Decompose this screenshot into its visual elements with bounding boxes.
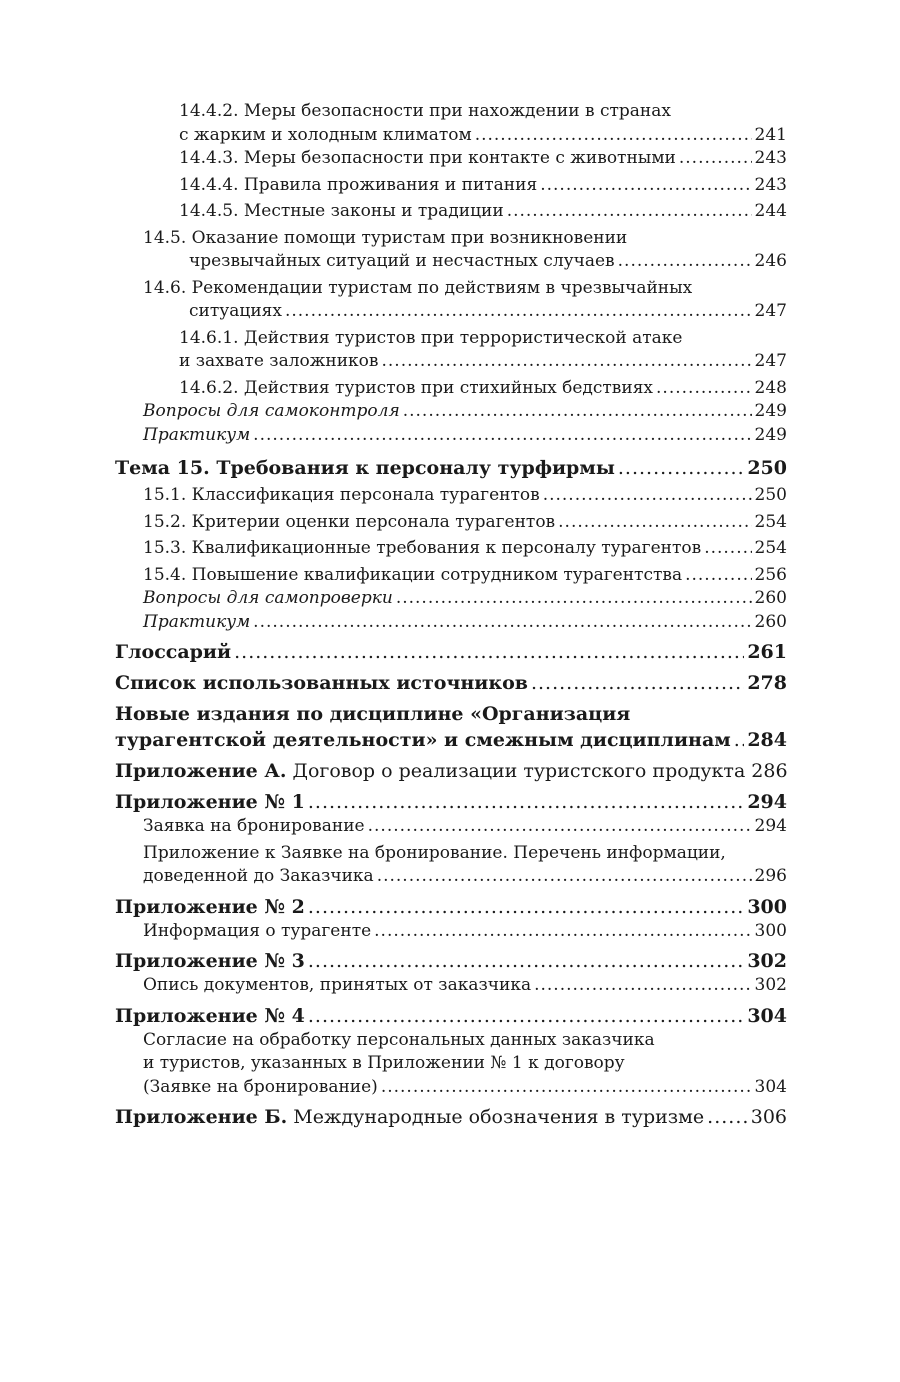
toc-entry-topic-15[interactable]: [115, 455, 787, 481]
appendix-title: Международные обозначения в туризме: [293, 1106, 705, 1128]
toc-entry-title: 14.4.5. Местные законы и традиции: [179, 201, 504, 221]
appendix-label: Приложение Б.: [115, 1106, 288, 1128]
toc-entry-title-line: Новые издания по дисциплине «Организация: [115, 703, 631, 725]
page-number: 306: [750, 1106, 787, 1128]
toc-entry-title: Тема 15. Требования к персоналу турфирмы: [115, 457, 615, 479]
dot-leader: [704, 537, 751, 561]
page-number: 243: [754, 174, 787, 195]
page-number: 300: [754, 920, 787, 941]
page-number: 246: [754, 251, 787, 271]
page-number: 294: [747, 791, 787, 813]
toc-entry-title: и захвате заложников: [179, 351, 379, 371]
page-number: 244: [754, 201, 787, 221]
page-number: 249: [754, 401, 787, 421]
toc-entry-appendix-4[interactable]: [115, 1003, 787, 1029]
toc-entry-title: чрезвычайных ситуаций и несчастных случаев: [189, 251, 615, 271]
dot-leader: [381, 350, 751, 374]
page-number: 254: [754, 538, 787, 558]
page-number: 294: [754, 816, 787, 836]
toc-entry-title: Приложение № 3: [115, 950, 305, 972]
toc-entry-title: Список использованных источников: [115, 672, 528, 694]
page-number: 247: [754, 351, 787, 371]
toc-entry-title: 15.1. Классификация персонала турагентов: [143, 485, 540, 505]
dot-leader: [285, 300, 752, 324]
toc-entry-title-line: Согласие на обработку персональных данных заказчика: [143, 1029, 655, 1050]
dot-leader: [475, 124, 752, 148]
page-number: 304: [747, 1004, 787, 1027]
toc-entry-self-control-questions[interactable]: [115, 400, 787, 424]
dot-leader: [308, 789, 744, 815]
page-number: 302: [754, 975, 787, 995]
appendix-title: Договор о реализации туристского продукта: [292, 760, 746, 782]
toc-entry-title: Заявка на бронирование: [143, 816, 365, 836]
dot-leader: [253, 424, 751, 448]
dot-leader: [618, 455, 744, 481]
dot-leader: [707, 1104, 748, 1130]
toc-entry-14-4-5[interactable]: [115, 200, 787, 224]
toc-entry-title: 14.6.2. Действия туристов при стихийных бедствиях: [179, 377, 654, 398]
toc-entry-15-1[interactable]: [115, 484, 787, 508]
toc-entry-practicum[interactable]: [115, 611, 787, 635]
toc-entry-title-line: 14.6.1. Действия туристов при террористической атаке: [179, 327, 683, 348]
dot-leader: [534, 974, 751, 998]
toc-entry-title: 14.4.3. Меры безопасности при контакте с животными: [179, 148, 676, 168]
toc-entry-title: Вопросы для самопроверки: [143, 588, 393, 608]
toc-entry-title: Глоссарий: [115, 641, 232, 663]
page-number: 260: [754, 611, 787, 632]
toc-entry-title: 15.2. Критерии оценки персонала турагентов: [143, 511, 556, 532]
toc-entry-appendix-3[interactable]: [115, 948, 787, 974]
dot-leader: [377, 865, 752, 889]
appendix-label: Приложение А.: [115, 760, 287, 782]
toc-entry-title: турагентской деятельности» и смежным дисциплинам: [115, 729, 731, 751]
toc-entry-14-6-2[interactable]: [115, 377, 787, 401]
toc-entry-title: 14.4.4. Правила проживания и питания: [179, 174, 538, 195]
toc-entry-14-6-1[interactable]: [115, 327, 787, 374]
toc-entry-title: (Заявке на бронирование): [143, 1076, 378, 1097]
dot-leader: [656, 377, 752, 401]
page-number: 304: [754, 1076, 787, 1097]
dot-leader: [308, 894, 744, 920]
toc-entry-new-editions[interactable]: [115, 701, 787, 753]
page-number: 241: [754, 124, 787, 145]
page-number: 250: [754, 485, 787, 505]
toc-entry-self-check-questions[interactable]: [115, 587, 787, 611]
toc-entry-title: 15.3. Квалификационные требования к персоналу турагентов: [143, 538, 702, 558]
page-number: 256: [754, 564, 787, 585]
toc-entry-title: ситуациях: [189, 301, 282, 321]
dot-leader: [618, 250, 752, 274]
dot-leader: [374, 920, 751, 944]
dot-leader: [403, 400, 752, 424]
dot-leader: [507, 200, 752, 224]
dot-leader: [396, 587, 752, 611]
table-of-contents: [115, 100, 787, 1130]
toc-entry-title-line: и туристов, указанных в Приложении № 1 к договору: [143, 1053, 625, 1073]
page-number: 250: [747, 457, 787, 479]
toc-entry-title-line: Приложение к Заявке на бронирование. Перечень информации,: [143, 842, 726, 863]
toc-entry-title-line: 14.5. Оказание помощи туристам при возникновении: [143, 227, 628, 248]
page-number: 254: [754, 511, 787, 532]
page-number: 300: [747, 895, 787, 918]
toc-entry-documents-inventory[interactable]: [115, 974, 787, 998]
dot-leader: [734, 727, 745, 753]
page-number: 296: [754, 866, 787, 886]
toc-entry-title: Приложение № 4: [115, 1004, 305, 1027]
page-number: 248: [754, 377, 787, 398]
toc-entry-practicum[interactable]: [115, 424, 787, 448]
toc-entry-appendix-a[interactable]: [115, 758, 787, 784]
toc-entry-14-4-2[interactable]: [115, 100, 787, 147]
toc-entry-14-6[interactable]: [115, 277, 787, 324]
page-number: 284: [747, 729, 787, 751]
toc-entry-14-4-3[interactable]: [115, 147, 787, 171]
toc-entry-booking-request-annex[interactable]: [115, 842, 787, 889]
toc-entry-title: 15.4. Повышение квалификации сотрудником турагентства: [143, 564, 683, 585]
toc-entry-14-4-4[interactable]: [115, 174, 787, 198]
dot-leader: [540, 174, 751, 198]
toc-entry-title: Опись документов, принятых от заказчика: [143, 975, 532, 995]
toc-entry-15-2[interactable]: [115, 511, 787, 535]
dot-leader: [234, 639, 744, 665]
dot-leader: [685, 564, 751, 588]
toc-entry-appendix-b[interactable]: [115, 1104, 787, 1130]
toc-entry-title: Приложение № 1: [115, 791, 305, 813]
dot-leader: [308, 1003, 744, 1029]
toc-entry-title: доведенной до Заказчика: [143, 866, 374, 886]
toc-entry-appendix-2[interactable]: [115, 894, 787, 920]
toc-entry-title-line: 14.6. Рекомендации туристам по действиям в чрезвычайных: [143, 277, 693, 298]
page-number: 278: [747, 672, 787, 694]
page-number: 302: [747, 950, 787, 972]
toc-entry-appendix-1[interactable]: [115, 789, 787, 815]
toc-entry-personal-data-consent[interactable]: [115, 1029, 787, 1100]
dot-leader: [308, 948, 744, 974]
dot-leader: [679, 147, 752, 171]
toc-entry-title: Информация о турагенте: [143, 920, 372, 941]
toc-entry-title: Приложение № 2: [115, 895, 305, 918]
page-number: 261: [747, 641, 787, 663]
page-number: 243: [754, 148, 787, 168]
toc-entry-booking-request[interactable]: [115, 815, 787, 839]
toc-entry-agent-info[interactable]: [115, 920, 787, 944]
dot-leader: [368, 815, 752, 839]
page-number: 260: [754, 588, 787, 608]
toc-entry-references[interactable]: [115, 670, 787, 696]
toc-entry-title: [115, 758, 745, 784]
dot-leader: [531, 670, 744, 696]
page-number: 286: [751, 760, 788, 782]
page-number: 247: [754, 301, 787, 321]
toc-entry-glossary[interactable]: [115, 639, 787, 665]
toc-entry-title: Практикум: [143, 424, 251, 445]
dot-leader: [253, 611, 751, 635]
toc-entry-title: Вопросы для самоконтроля: [143, 401, 400, 421]
page-number: 249: [754, 424, 787, 445]
toc-entry-title-line: 14.4.2. Меры безопасности при нахождении в странах: [179, 101, 671, 121]
toc-entry-15-4[interactable]: [115, 564, 787, 588]
toc-entry-title: [115, 1104, 704, 1130]
toc-entry-title: с жарким и холодным климатом: [179, 124, 472, 145]
dot-leader: [381, 1076, 752, 1100]
toc-entry-14-5[interactable]: [115, 227, 787, 274]
dot-leader: [543, 484, 752, 508]
toc-entry-15-3[interactable]: [115, 537, 787, 561]
toc-entry-title: Практикум: [143, 611, 251, 632]
dot-leader: [558, 511, 751, 535]
